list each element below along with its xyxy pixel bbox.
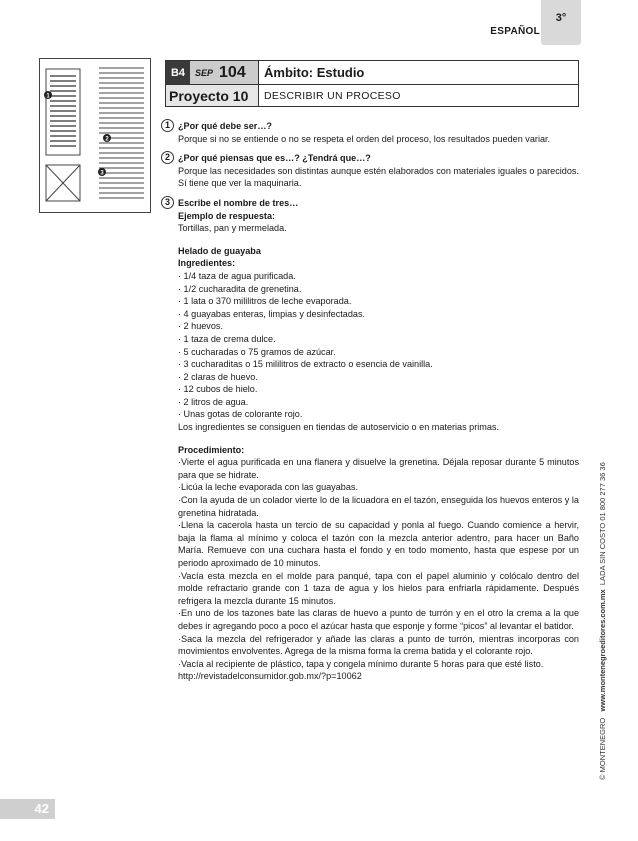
- answer-content: [164, 120, 579, 683]
- thumb-marker-1: 1: [46, 93, 50, 100]
- page-thumbnail-icon: [39, 58, 151, 213]
- ingredients-note: Los ingredientes se consiguen en tiendas de autoservicio o en materias primas.: [178, 422, 499, 433]
- procedure-label: Procedimiento:: [178, 444, 245, 455]
- subject-label: ESPAÑOL: [490, 26, 540, 37]
- procedure-step: ·Vierte el agua purificada en una flanera y disuelve la grenetina. Déjala reposar durante 5 minutos para que se hidrate.: [178, 457, 579, 480]
- question-2-answer: Porque las necesidades son distintas aunque estén elaborados con materiales iguales o parecidos. Sí tiene que ver la maquinaria.: [178, 165, 579, 189]
- procedure-step: ·Licúa la leche evaporada con las guayabas.: [178, 482, 358, 493]
- ambito-cell: Ámbito: Estudio: [258, 61, 578, 84]
- grade-tab: [541, 0, 581, 45]
- thumb-marker-2: 2: [105, 136, 109, 143]
- grade-label: 3°: [555, 12, 567, 24]
- sep-number: 104: [219, 63, 246, 81]
- example-answer: Tortillas, pan y mermelada.: [178, 223, 287, 234]
- question-2-title: ¿Por qué piensas que es…? ¿Tendrá que…?: [178, 153, 371, 164]
- ingredient-item: · 1 lata o 370 mililitros de leche evaporada.: [178, 296, 352, 307]
- publisher-phone: LADA SIN COSTO 01 800 277 36 36: [598, 462, 607, 586]
- ingredient-item: · 4 guayabas enteras, limpias y desinfectadas.: [178, 308, 366, 319]
- question-3: [164, 196, 579, 235]
- question-1: [164, 120, 579, 145]
- block-cell: B4: [166, 61, 190, 84]
- description-cell: DESCRIBIR UN PROCESO: [258, 84, 578, 106]
- question-2-number: 2: [161, 151, 174, 164]
- project-cell: Proyecto 10: [166, 84, 258, 106]
- ingredient-item: · 2 claras de huevo.: [178, 371, 258, 382]
- procedure-step: ·Vacía al recipiente de plástico, tapa y congela mínimo durante 5 horas para que esté listo.: [178, 658, 544, 669]
- publisher-brand: © MONTENEGRO: [598, 717, 607, 780]
- ingredient-item: · 5 cucharadas o 75 gramos de azúcar.: [178, 346, 336, 357]
- procedure-step: ·Con la ayuda de un colador vierte lo de la licuadora en el tazón, enseguida los huevos enteros y la grenetina hidratada.: [178, 495, 579, 518]
- ingredients-label: Ingredientes:: [178, 258, 236, 269]
- procedure-step: ·Saca la mezcla del refrigerador y añade las claras a punto de turrón, mientras incorporas con movimientos envolventes. Agrega de la misma forma la crema batida y el colorante rojo.: [178, 633, 579, 657]
- ingredient-item: · 1 taza de crema dulce.: [178, 333, 276, 344]
- ingredient-item: · Unas gotas de colorante rojo.: [178, 409, 303, 420]
- question-2: [164, 152, 579, 190]
- question-3-title: Escribe el nombre de tres…: [178, 197, 299, 208]
- ingredient-item: · 3 cucharaditas o 15 mililitros de extracto o esencia de vainilla.: [178, 359, 433, 370]
- question-1-answer: Porque si no se entiende o no se respeta el orden del proceso, los resultados pueden variar.: [178, 133, 551, 144]
- recipe-title: Helado de guayaba: [178, 245, 261, 256]
- question-1-title: ¿Por qué debe ser…?: [178, 121, 272, 131]
- ingredient-item: · 1/2 cucharadita de grenetina.: [178, 283, 302, 294]
- example-label: Ejemplo de respuesta:: [178, 210, 276, 221]
- ingredient-item: · 2 litros de agua.: [178, 396, 249, 407]
- thumb-marker-3: 3: [100, 170, 104, 177]
- ingredient-item: · 2 huevos.: [178, 321, 223, 332]
- ingredient-item: · 12 cubos de hielo.: [178, 384, 258, 395]
- ingredient-item: · 1/4 taza de agua purificada.: [178, 270, 296, 281]
- question-1-number: 1: [161, 119, 174, 132]
- question-3-number: 3: [161, 196, 174, 209]
- source-link[interactable]: http://revistadelconsumidor.gob.mx/?p=10062: [178, 671, 362, 682]
- procedure-step: ·En uno de los tazones bate las claras de huevo a punto de turrón y en el otro la crema a la que debes ir agregando poco a poco el azúcar hasta que esponje y forme “picos” al levantar el batidor.: [178, 608, 579, 631]
- procedure-step: ·Vacía esta mezcla en el molde para panqué, tapa con el papel aluminio y colócalo dentro del molde refractario grande con 1 taza de agua y los hielos para enfriarla rápidamente. Después refrigera la mezcla durante 15 minutos.: [178, 570, 579, 606]
- page-number-tab: [0, 799, 55, 819]
- page-number: 42: [34, 801, 49, 816]
- ingredients-list: [178, 270, 579, 421]
- publisher-url: www.montenegroeditores.com.mx: [598, 589, 607, 712]
- sep-label: SEP: [195, 67, 214, 78]
- procedure-list: [178, 456, 579, 670]
- sep-cell: [190, 61, 258, 84]
- publisher-side-note: [598, 462, 607, 780]
- unit-header: [165, 60, 579, 107]
- procedure-step: ·Llena la cacerola hasta un tercio de su capacidad y ponla al fuego. Cuando comience a hervir, baja la flama al mínimo y coloca el tazón con la mezcla anterior adentro, para hacer un Baño María. Remueve con una cuchara hasta el fondo y en todo momento, hasta que espese por un periodo aproximado de 10 minutos.: [178, 520, 579, 568]
